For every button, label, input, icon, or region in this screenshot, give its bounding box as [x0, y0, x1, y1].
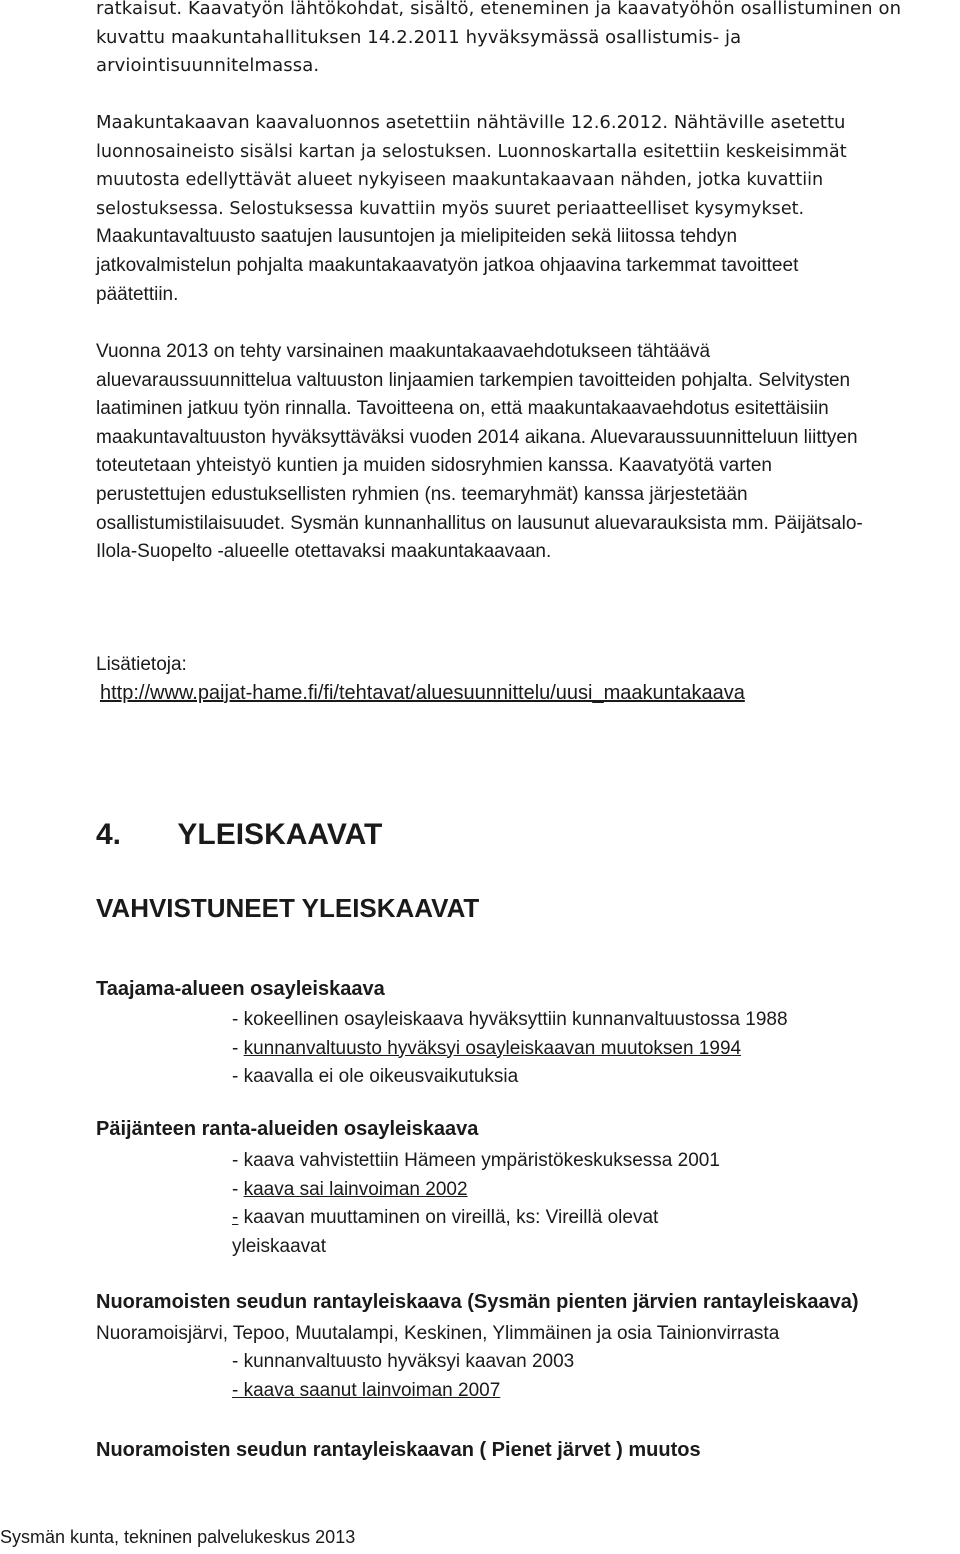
text-line: Maakuntavaltuusto saatujen lausuntojen ja mielipiteiden sekä liitossa tehdyn: [96, 226, 738, 248]
text-line: päätettiin.: [96, 283, 179, 305]
text-line: maakuntavaltuuston hyväksyttäväksi vuoden 2014 aikana. Aluevaraussuunnitteluun liittyen: [96, 426, 858, 448]
section-subtitle: VAHVISTUNEET YLEISKAAVAT: [96, 893, 480, 923]
more-info-link[interactable]: http://www.paijat-hame.fi/fi/tehtavat/aluesuunnittelu/uusi_maakuntakaava: [100, 682, 745, 704]
plan-title: Nuoramoisten seudun rantayleiskaava (Sysmän pienten järvien rantayleiskaava): [96, 1291, 859, 1313]
plan-item: - kaava saanut lainvoiman 2007: [232, 1379, 501, 1401]
plan-title: Päijänteen ranta-alueiden osayleiskaava: [96, 1118, 479, 1140]
text-line: Maakuntakaavan kaavaluonnos asetettiin nähtäville 12.6.2012. Nähtäville asetettu: [96, 112, 846, 133]
plan-items: [232, 1006, 788, 1092]
plan-items: [232, 1147, 720, 1261]
more-info-link-wrap: [100, 679, 745, 709]
text-line: jatkovalmistelun pohjalta maakuntakaavatyön jatkoa ohjaavina tarkemmat tavoitteet: [96, 254, 799, 276]
text-line: luonnosaineisto sisälsi kartan ja selostuksen. Luonnoskartalla esitettiin keskeisimmät: [96, 141, 847, 162]
plan-item: yleiskaavat: [232, 1235, 326, 1257]
plan-item: kunnanvaltuusto hyväksyi osayleiskaavan muutoksen 1994: [243, 1037, 742, 1059]
text-line: arviointisuunnitelmassa.: [96, 55, 320, 77]
text-line: kuvattu maakuntahallituksen 14.2.2011 hyväksymässä osallistumis- ja: [96, 26, 742, 48]
plan-item: - kaava vahvistettiin Hämeen ympäristökeskuksessa 2001: [232, 1150, 720, 1171]
text-line: selostuksessa. Selostuksessa kuvattiin myös suuret periaatteelliset kysymykset.: [96, 198, 805, 219]
section-heading: [96, 818, 382, 852]
text-line: aluevaraussuunnittelua valtuuston linjaamien tarkempien tavoitteiden pohjalta. Selvitysten: [96, 369, 851, 391]
proposal-paragraph: [96, 338, 863, 567]
plan-item: - kokeellinen osayleiskaava hyväksyttiin kunnanvaltuustossa 1988: [232, 1009, 788, 1030]
section-number: 4.: [96, 818, 122, 851]
plan-item: - kaavalla ei ole oikeusvaikutuksia: [232, 1066, 519, 1088]
text-line: osallistumistilaisuudet. Sysmän kunnanhallitus on lausunut aluevarauksista mm. Päijätsalo-: [96, 512, 863, 534]
intro-paragraph: [96, 0, 901, 81]
plan-item-row: - kunnanvaltuusto hyväksyi osayleiskaavan muutoksen 1994: [232, 1037, 742, 1059]
section-title: YLEISKAAVAT: [177, 818, 383, 851]
page-footer: Sysmän kunta, tekninen palvelukeskus 2013: [0, 1527, 356, 1547]
text-line: laatiminen jatkuu työn rinnalla. Tavoitteena on, että maakuntakaavaehdotus esitettäisiin: [96, 398, 829, 420]
plan-item-row: - kaavan muuttaminen on vireillä, ks: Vireillä olevat: [232, 1207, 659, 1229]
plan-description: Nuoramoisjärvi, Tepoo, Muutalampi, Keskinen, Ylimmäinen ja osia Tainionvirrasta: [96, 1323, 780, 1344]
draft-paragraph: [96, 109, 847, 309]
plan-title: Taajama-alueen osayleiskaava: [96, 978, 385, 1000]
text-line: Ilola-Suopelto -alueelle otettavaksi maakuntakaavaan.: [96, 541, 552, 563]
plan-items: [232, 1348, 574, 1405]
text-line: perustettujen edustuksellisten ryhmien (ns. teemaryhmät) kanssa järjestetään: [96, 483, 748, 505]
more-info-label: Lisätietoja:: [96, 654, 187, 675]
plan-item: kaava sai lainvoiman 2002: [243, 1178, 468, 1200]
text-line: Vuonna 2013 on tehty varsinainen maakuntakaavaehdotukseen tähtäävä: [96, 341, 711, 362]
plan-title: Nuoramoisten seudun rantayleiskaavan ( Pienet järvet ) muutos: [96, 1439, 701, 1461]
text-line: ratkaisut. Kaavatyön lähtökohdat, sisältö, eteneminen ja kaavatyöhön osallistuminen on: [96, 0, 902, 19]
text-line: toteutetaan yhteistyö kuntien ja muiden sidosryhmien kanssa. Kaavatyötä varten: [96, 455, 772, 477]
plan-item-row: - kaava sai lainvoiman 2002: [232, 1178, 468, 1200]
plan-item: - kunnanvaltuusto hyväksyi kaavan 2003: [232, 1351, 575, 1372]
plan-item: kaavan muuttaminen on vireillä, ks: Vireillä olevat: [238, 1207, 659, 1229]
text-line: muutosta edellyttävät alueet nykyiseen maakuntakaavaan nähden, jotka kuvattiin: [96, 170, 824, 191]
